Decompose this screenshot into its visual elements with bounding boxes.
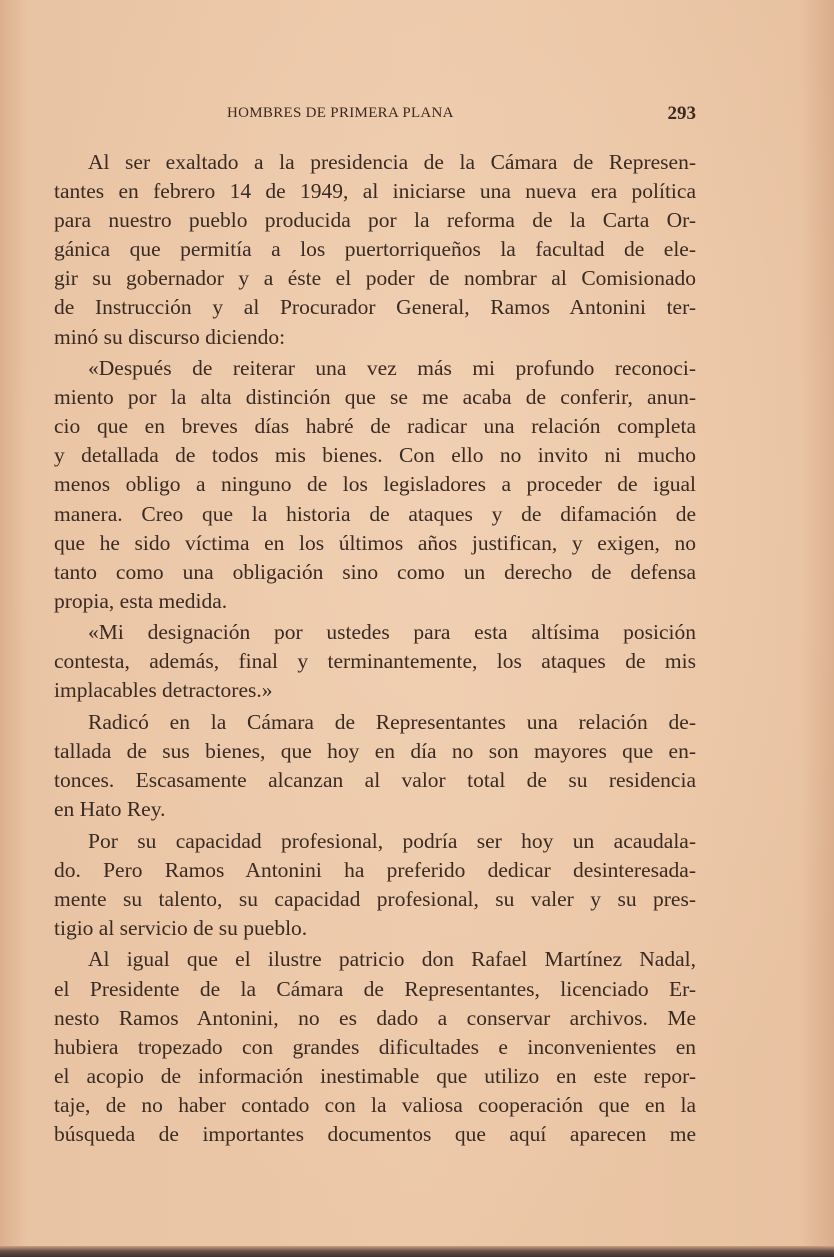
text-line: implacables detractores.»	[54, 678, 273, 703]
text-line: manera. Creo que la historia de ataques y de difamación de	[54, 501, 696, 526]
text-line: el acopio de información inestimable que utilizo en este repor-	[54, 1063, 696, 1088]
text-line: que he sido víctima en los últimos años justifican, y exigen, no	[54, 530, 696, 555]
text-line: el Presidente de la Cámara de Representantes, licenciado Er-	[54, 976, 696, 1001]
text-line: tantes en febrero 14 de 1949, al iniciarse una nueva era política	[54, 179, 696, 204]
text-line: menos obligo a ninguno de los legisladores a proceder de igual	[54, 472, 696, 497]
text-line: tigio al servicio de su pueblo.	[54, 916, 308, 940]
paragraph	[54, 618, 696, 705]
text-line: de Instrucción y al Procurador General, Ramos Antonini ter-	[54, 295, 696, 320]
text-line: minó su discurso diciendo:	[54, 324, 286, 349]
text-line: contesta, además, final y terminantemente, los ataques de mis	[54, 649, 696, 674]
text-line: cio que en breves días habré de radicar una relación completa	[54, 414, 696, 439]
text-line: «Mi designación por ustedes para esta altísima posición	[88, 620, 696, 645]
text-line: Al ser exaltado a la presidencia de la Cámara de Represen-	[88, 150, 696, 174]
paragraph	[54, 354, 696, 616]
text-line: tanto como una obligación sino como un derecho de defensa	[54, 559, 696, 584]
body-text	[54, 148, 696, 1149]
text-line: Radicó en la Cámara de Representantes una relación de-	[88, 709, 696, 734]
text-line: propia, esta medida.	[54, 588, 228, 613]
page-bottom-edge	[0, 1246, 834, 1257]
page-header	[54, 103, 696, 129]
text-line: Al igual que el ilustre patricio don Rafael Martínez Nadal,	[88, 947, 696, 972]
text-line: Por su capacidad profesional, podría ser hoy un acaudala-	[88, 828, 696, 853]
text-line: nesto Ramos Antonini, no es dado a conservar archivos. Me	[54, 1005, 696, 1030]
text-line: taje, de no haber contado con la valiosa cooperación que en la	[54, 1092, 696, 1117]
text-line: búsqueda de importantes documentos que aquí aparecen me	[54, 1122, 696, 1147]
paragraph	[54, 945, 696, 1149]
text-line: mente su talento, su capacidad profesional, su valer y su pres-	[54, 886, 696, 911]
running-title: HOMBRES DE PRIMERA PLANA	[227, 105, 454, 121]
text-line: «Después de reiterar una vez más mi profundo reconoci-	[88, 356, 696, 381]
text-line: gánica que permitía a los puertorriqueños la facultad de ele-	[54, 237, 696, 262]
text-line: do. Pero Ramos Antonini ha preferido dedicar desinteresada-	[54, 857, 696, 882]
text-line: en Hato Rey.	[54, 797, 166, 822]
text-line: tonces. Escasamente alcanzan al valor total de su residencia	[54, 768, 696, 793]
paragraph	[54, 708, 696, 824]
text-line: y detallada de todos mis bienes. Con ello no invito ni mucho	[54, 443, 696, 468]
text-line: para nuestro pueblo producida por la reforma de la Carta Or-	[54, 208, 696, 233]
paragraph	[54, 827, 696, 943]
text-line: gir su gobernador y a éste el poder de nombrar al Comisionado	[54, 266, 696, 291]
text-line: hubiera tropezado con grandes dificultades e inconvenientes en	[54, 1034, 696, 1059]
text-line: tallada de sus bienes, que hoy en día no son mayores que en-	[54, 739, 696, 764]
page-number: 293	[667, 103, 696, 124]
paragraph	[54, 148, 696, 352]
text-line: miento por la alta distinción que se me acaba de conferir, anun-	[54, 385, 696, 410]
